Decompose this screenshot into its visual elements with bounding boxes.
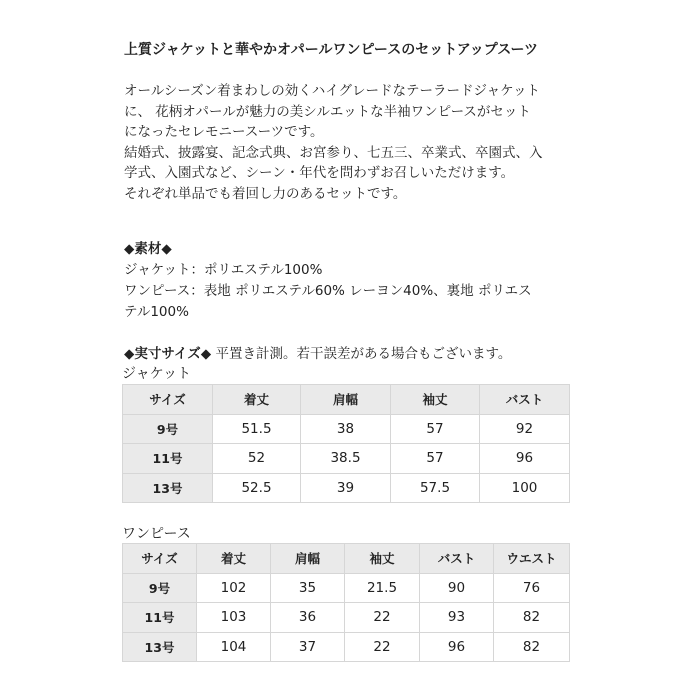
size-label-cell: 9号 (123, 573, 197, 603)
size-label-cell: 13号 (123, 473, 213, 503)
product-heading: 上質ジャケットと華やかオパールワンピースのセットアップスーツ (124, 42, 538, 58)
table-cell: 38 (301, 414, 391, 444)
table-cell: 52.5 (213, 473, 301, 503)
table-cell: 103 (197, 603, 271, 633)
size-label-cell: 9号 (123, 414, 213, 444)
material-line: テル100% (124, 304, 189, 320)
description-line: 結婚式、披露宴、記念式典、お宮参り、七五三、卒業式、卒園式、入 (124, 144, 543, 161)
sizes-note: 平置き計測。若干誤差がある場合もございます。 (211, 346, 512, 362)
table-cell: 82 (494, 632, 570, 662)
sizes-header (124, 344, 511, 364)
column-header: バスト (420, 544, 494, 574)
column-header: 肩幅 (301, 385, 391, 415)
size-label-cell: 13号 (123, 632, 197, 662)
table-cell: 57.5 (391, 473, 480, 503)
table-cell: 52 (213, 444, 301, 474)
jacket-table-caption: ジャケット (122, 366, 192, 382)
table-cell: 90 (420, 573, 494, 603)
table-row (123, 414, 570, 444)
table-cell: 96 (480, 444, 570, 474)
table-row (123, 573, 570, 603)
table-cell: 37 (271, 632, 345, 662)
table-cell: 96 (420, 632, 494, 662)
column-header: ウエスト (494, 544, 570, 574)
description-line: 学式、入園式など、シーン・年代を問わずお召しいただけます。 (124, 165, 515, 181)
description-line: オールシーズン着まわしの効くハイグレードなテーラードジャケット (124, 83, 541, 99)
table-cell: 76 (494, 573, 570, 603)
column-header: 袖丈 (345, 544, 420, 574)
table-cell: 100 (480, 473, 570, 503)
column-header: 着丈 (197, 544, 271, 574)
table-cell: 21.5 (345, 573, 420, 603)
product-description (124, 81, 584, 204)
table-cell: 51.5 (213, 414, 301, 444)
material-line: ワンピース：表地 ポリエステル60% レーヨン40%、裏地 ポリエス (124, 283, 532, 299)
table-cell: 36 (271, 603, 345, 633)
description-line: に、 花柄オパールが魅力の美シルエットな半袖ワンピースがセット (124, 103, 531, 120)
table-cell: 93 (420, 603, 494, 633)
table-cell: 38.5 (301, 444, 391, 474)
column-header: 着丈 (213, 385, 301, 415)
sizes-title: ◆実寸サイズ◆ (124, 346, 212, 362)
size-label-cell: 11号 (123, 603, 197, 633)
table-row (123, 632, 570, 662)
column-header: サイズ (123, 385, 213, 415)
table-cell: 39 (301, 473, 391, 503)
dress-table-caption: ワンピース (122, 526, 191, 542)
size-label-cell: 11号 (123, 444, 213, 474)
dress-size-table (122, 543, 570, 662)
table-row (123, 444, 570, 474)
table-header-row (123, 385, 570, 415)
description-line: になったセレモニースーツです。 (124, 124, 324, 140)
table-cell: 35 (271, 573, 345, 603)
material-title: ◆素材◆ (124, 241, 172, 257)
table-cell: 22 (345, 603, 420, 633)
table-cell: 92 (480, 414, 570, 444)
column-header: サイズ (123, 544, 197, 574)
table-row (123, 473, 570, 503)
table-cell: 104 (197, 632, 271, 662)
description-line: それぞれ単品でも着回し力のあるセットです。 (124, 185, 407, 202)
table-cell: 22 (345, 632, 420, 662)
table-cell: 57 (391, 414, 480, 444)
table-row (123, 603, 570, 633)
jacket-size-table (122, 384, 570, 503)
table-cell: 82 (494, 603, 570, 633)
table-cell: 57 (391, 444, 480, 474)
column-header: バスト (480, 385, 570, 415)
material-section (124, 239, 584, 323)
material-line: ジャケット：ポリエステル100% (124, 262, 323, 278)
table-cell: 102 (197, 573, 271, 603)
column-header: 袖丈 (391, 385, 480, 415)
column-header: 肩幅 (271, 544, 345, 574)
table-header-row (123, 544, 570, 574)
